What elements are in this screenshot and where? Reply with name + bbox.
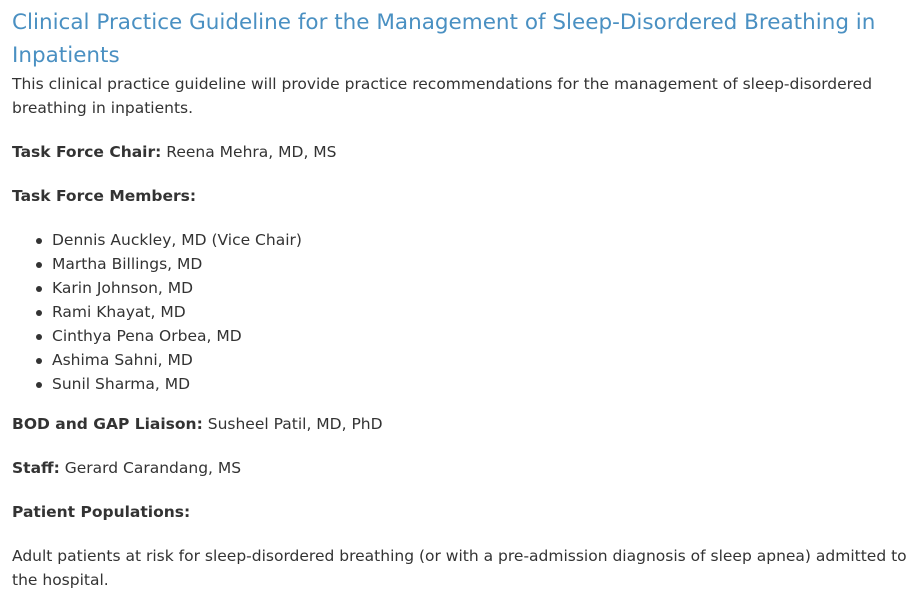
patient-populations-heading xyxy=(12,500,910,524)
list-item xyxy=(52,228,910,252)
bullet-icon xyxy=(36,358,42,364)
staff-label: Staff: xyxy=(12,459,60,477)
task-force-members-heading xyxy=(12,184,910,208)
list-item xyxy=(52,372,910,396)
task-force-chair-label: Task Force Chair: xyxy=(12,143,162,161)
bullet-icon xyxy=(36,382,42,388)
task-force-members-list xyxy=(12,228,910,396)
list-item xyxy=(52,276,910,300)
task-force-chair-value: Reena Mehra, MD, MS xyxy=(166,143,337,161)
bod-gap-liaison xyxy=(12,412,910,436)
bullet-icon xyxy=(36,262,42,268)
staff xyxy=(12,456,910,480)
list-item xyxy=(52,348,910,372)
member-name: Karin Johnson, MD xyxy=(52,279,194,297)
patient-populations-label: Patient Populations: xyxy=(12,503,191,521)
staff-value: Gerard Carandang, MS xyxy=(64,459,242,477)
bullet-icon xyxy=(36,310,42,316)
bullet-icon xyxy=(36,286,42,292)
member-name: Cinthya Pena Orbea, MD xyxy=(52,327,242,345)
member-name: Ashima Sahni, MD xyxy=(52,351,193,369)
member-name: Sunil Sharma, MD xyxy=(52,375,191,393)
page-title: Clinical Practice Guideline for the Management of Sleep-Disordered Breathing in Inpatients xyxy=(12,10,876,68)
task-force-members-label: Task Force Members: xyxy=(12,187,197,205)
task-force-chair xyxy=(12,140,910,164)
bullet-icon xyxy=(36,334,42,340)
bod-gap-liaison-value: Susheel Patil, MD, PhD xyxy=(207,415,383,433)
list-item xyxy=(52,324,910,348)
bullet-icon xyxy=(36,238,42,244)
member-name: Dennis Auckley, MD (Vice Chair) xyxy=(52,231,302,249)
intro-paragraph: This clinical practice guideline will provide practice recommendations for the management of sleep-disordered breathing in inpatients. xyxy=(12,75,873,117)
list-item xyxy=(52,252,910,276)
bod-gap-liaison-label: BOD and GAP Liaison: xyxy=(12,415,203,433)
member-name: Martha Billings, MD xyxy=(52,255,203,273)
member-name: Rami Khayat, MD xyxy=(52,303,186,321)
patient-populations-text: Adult patients at risk for sleep-disordered breathing (or with a pre-admission diagnosis of sleep apnea) admitted to the hospital. xyxy=(12,547,907,589)
list-item xyxy=(52,300,910,324)
